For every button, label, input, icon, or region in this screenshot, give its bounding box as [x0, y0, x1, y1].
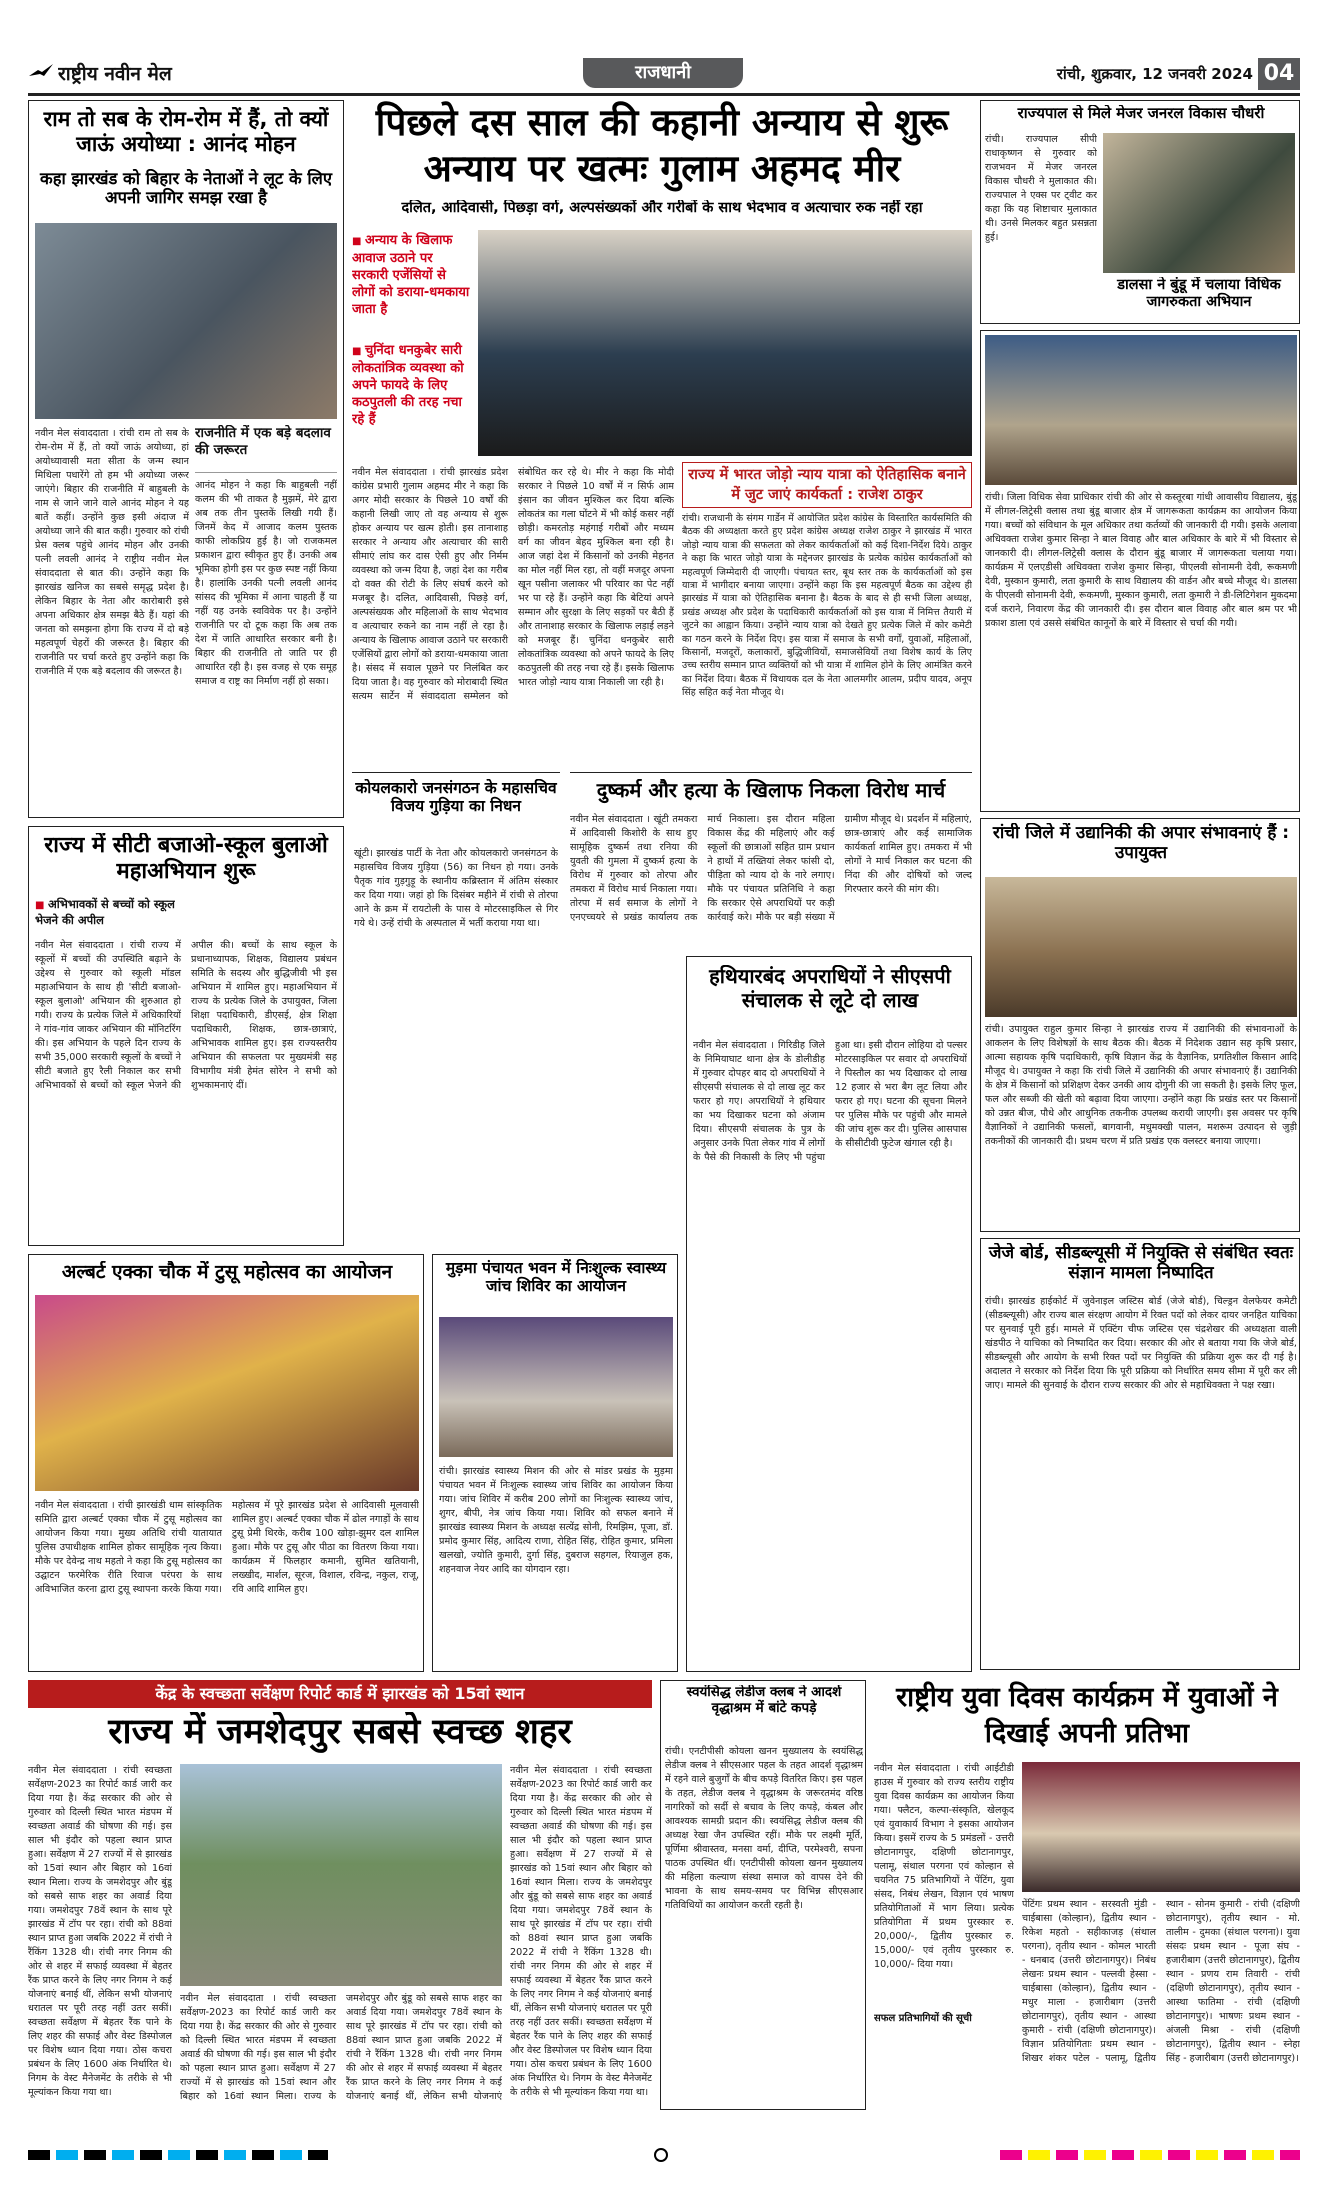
bullet-one: ■ अन्याय के खिलाफ आवाज उठाने पर सरकारी एजेंसियों से लोगों को डराया-धमकाया जाता है	[352, 232, 472, 338]
register-mark-icon	[654, 2148, 668, 2162]
story-body: खूंटी। झारखंड पार्टी के नेता और कोयलकारो जनसंगठन के महासचिव विजय गुड़िया (56) का निधन हो गया। उनके पैतृक गांव गुड़गुड़ू के स्थानीय कब्रिस्तान में अंतिम संस्कार कर दिया गया। जहां हो कि दिसंबर महीने में रांची से तोरपा आने के क्रम में रायटोली के पास वे मोटरसाइकिल से गिर गये थे। उन्हें रांची के अस्पताल में भर्ती कराया गया था।	[354, 848, 558, 929]
story-yuva-diwas	[874, 1680, 1300, 2110]
subhead: कहा झारखंड को बिहार के नेताओं ने लूट के लिए अपनी जागिर समझ रखा है	[40, 169, 332, 208]
paper-name: राष्ट्रीय नवीन मेल	[58, 63, 172, 85]
main-deck: दलित, आदिवासी, पिछड़ा वर्ग, अल्पसंख्यकों और गरीबों के साथ भेदभाव व अत्याचार रुक नहीं रहा	[401, 200, 923, 216]
headline: अल्बर्ट एक्का चौक में टुसू महोत्सव का आयोजन	[61, 1261, 393, 1283]
photo-jamshedpur-aerial	[180, 1764, 502, 1986]
story-anand-mohan	[28, 100, 344, 818]
story-body: नवीन मेल संवाददाता । गिरिडीह जिले के निमियाघाट थाना क्षेत्र के डोलीडीह में गुरुवार दोपहर बाद दो अपराधियों ने सीएसपी संचालक से दो लाख लूट कर फरार हो गए। अपराधियों ने हथियार का भय दिखाकर घटना को अंजाम दिया। सीएसपी संचालक के पुत्र के अनुसार उनके पिता लेकर गांव में लोगों के पैसे की निकासी के लिए भी पहुंचा हुआ था। इसी दौरान लोहिया दो पल्सर मोटरसाइकिल पर सवार दो अपराधियों ने पिस्तौल का भय दिखाकर दो लाख 12 हजार से भरा बैग लूट लिया और फरार हो गए। घटना की सूचना मिलने पर पुलिस मौके पर पहुंची और मामले की जांच शुरू कर दी। पुलिस आसपास के सीसीटीवी फुटेज खंगाल रही है।	[693, 1040, 967, 1163]
footer-swatch	[1000, 2150, 1300, 2160]
photo-tusu-festival	[35, 1295, 419, 1491]
story-jj-board	[980, 1238, 1300, 1670]
story-body: रांची। जिला विधिक सेवा प्राधिकार रांची की ओर से कस्तूरबा गांधी आवासीय विद्यालय, बुंडू में लीगल-लिट्रेसी क्लास तथा बुंडू बाजार क्षेत्र में जागरूकता कार्यक्रम का आयोजन किया गया। बच्चों को संविधान के मूल अधिकार तथा कर्तव्यों की जानकारी दी गयी। इसके अलावा अधिवक्ता राजेश कुमार सिन्हा ने बाल विवाह और बाल अधिकार के बारे में भी विस्तार से जानकारी दी। लीगल-लिट्रेसी क्लास के दौरान बुंडू बाजार में जागरूकता चलाया गया। कार्यक्रम में एलएडीसी अधिवक्ता राजेश कुमार सिन्हा, पीएलवी सोनामनी देवी, रूकमणी देवी, मुस्कान कुमारी, लता कुमारी के साथ विद्यालय की वार्डन और बच्चे मौजूद थे। डालसा के पीएलवी सोनामनी देवी, रूकमणी, मुस्कान कुमारी, लता कुमारी ने डी-लिटिगेशन मुकदमा दर्ज कराने, निवारण केंद्र की जानकारी दी। इस दौरान बाल विवाह और बाल श्रम पर भी प्रकाश डाला एवं उससे संबंधित कानूनों के बारे में विस्तार से चर्चा की गयी।	[985, 492, 1297, 629]
story-ladies-club	[660, 1680, 866, 2110]
story-body-right: नवीन मेल संवाददाता । रांची स्वच्छता सर्वेक्षण-2023 का रिपोर्ट कार्ड जारी कर दिया गया है। केंद्र सरकार की ओर से गुरुवार को दिल्ली स्थित भारत मंडपम में स्वच्छता अवार्ड की घोषणा की गई। इस साल भी इंदौर को पहला स्थान प्राप्त हुआ। सर्वेक्षण में 27 राज्यों में से झारखंड को 15वां स्थान और बिहार को 16वां स्थान मिला। राज्य के जमशेदपुर और बुंडू को सबसे साफ शहर का अवार्ड दिया गया। जमशेदपुर 78वें स्थान के साथ पूरे झारखंड में टॉप पर रहा। रांची को 88वां स्थान प्राप्त हुआ जबकि 2022 में रांची ने रैंकिंग 1328 थी। रांची नगर निगम की ओर से शहर में सफाई व्यवस्था में बेहतर रैंक प्राप्त करने के लिए नगर निगम ने कई योजनाएं बनाई थीं, लेकिन सभी योजनाएं धरातल पर पूरी तरह नहीं उतर सकीं। स्वच्छता सर्वेक्षण में बेहतर रैंक पाने के लिए शहर की सफाई और वेस्ट डिस्पोजल पर विशेष ध्यान दिया गया। ठोस कचरा प्रबंधन के लिए 1600 अंक निर्धारित थे। निगम के वेस्ट मैनेजमेंट के तरीके से भी मूल्यांकन किया गया था।	[510, 1765, 652, 2098]
pull-quote: राजनीति में एक बड़े बदलाव की जरूरत	[195, 425, 337, 473]
story-body: नवीन मेल संवाददाता । रांची झारखंडी धाम सांस्कृतिक समिति द्वारा अल्बर्ट एक्का चौक में टुसू महोत्सव का आयोजन किया गया। मुख्य अतिथि रांची यातायात पुलिस उपाधीक्षक शामिल होकर सामूहिक नृत्य किया। मौके पर देवेन्द्र नाथ महतो ने कहा कि टुसू महोत्सव का उद्घाटन फरमेरिक रीति रिवाज परंपरा के साथ अविभाजित करना द्वारा टुसू स्थापना करके किया गया। महोत्सव में पूरे झारखंड प्रदेश से आदिवासी मूलवासी शामिल हुए। अल्बर्ट एक्का चौक में ढोल नगाड़ों के साथ टुसू प्रेमी थिरके, करीब 100 खोड़ा-झुमर दल शामिल हुआ। मौके पर टुसू और पीठा का वितरण किया गया। कार्यक्रम में फिलहार कमानी, सुमित खतियानी, लख्खीद, मार्शल, सूरज, विशाल, रविन्द्र, नकुल, राजू, रवि आदि शामिल हुए।	[35, 1500, 419, 1595]
headline: रांची जिले में उद्यानिकी की अपार संभावनाएं हैं : उपायुक्त	[992, 823, 1290, 864]
section-tab: राजधानी	[583, 58, 743, 88]
headline: राज्य में जमशेदपुर सबसे स्वच्छ शहर	[108, 1712, 572, 1752]
story-body: रांची। उपायुक्त राहुल कुमार सिन्हा ने झारखंड राज्य में उद्यानिकी की संभावनाओं के आकलन के लिए विशेषज्ञों के साथ बैठक की। बैठक में निदेशक उद्यान सह कृषि प्रसार, आत्मा सहायक कृषि पदाधिकारी, कृषि विज्ञान केंद्र के वैज्ञानिक, प्रगतिशील किसान आदि मौजूद थे। उपायुक्त ने कहा कि रांची जिले में उद्यानिकी की अपार संभावनाएं हैं। उद्यानिकी के क्षेत्र में किसानों को प्रशिक्षण देकर उनकी आय दोगुनी की जा सकती है। इसके लिए फूल, फल और सब्जी की खेती को बढ़ावा दिया जाएगा। उन्होंने कहा कि प्रखंड स्तर पर किसानों को उन्नत बीज, पौधे और आधुनिक तकनीक उपलब्ध करायी जाएगी। इस अवसर पर कृषि वैज्ञानिकों ने उद्यानिकी फसलों, बागवानी, मधुमक्खी पालन, मशरूम उत्पादन से जुड़ी तकनीकों की जानकारी दी। प्रथम चरण में प्रति प्रखंड एक क्लस्टर बनाया जाएगा।	[985, 1024, 1297, 1147]
footer-color-bar	[28, 2148, 1300, 2162]
headline: स्वयंसिद्ध लेडीज क्लब ने आदर्श वृद्धाश्रम में बांटे कपड़े	[686, 1685, 842, 1716]
subhead: ■ अभिभावकों से बच्चों को स्कूल भेजने की अपील	[35, 897, 175, 935]
winners-list: पेंटिंगः प्रथम स्थान - सरस्वती मुंडी - चाईबासा (कोल्हान), द्वितीय स्थान - रिकेश महतो - सहीकाजड़ (संथाल परगना), तृतीय स्थान - कोमल भारती - धनबाद (उत्तरी छोटानागपुर)। निबंध लेखनः प्रथम स्थान - पल्लवी हेस्सा - चाईबासा (कोल्हान), द्वितीय स्थान - मधुर माला - हजारीबाग (उत्तरी छोटानागपुर), तृतीय स्थान - आस्था कुमारी - रांची (दक्षिणी छोटानागपुर)। विज्ञान प्रतियोगिताः प्रथम स्थान - शिखर शंकर पटेल - पलामू, द्वितीय स्थान - सोनम कुमारी - रांची (दक्षिणी छोटानागपुर), तृतीय स्थान - मो. तालीम - दुमका (संथाल परगना)। युवा संसदः प्रथम स्थान - पूजा संघ - हजारीबाग (उत्तरी छोटानागपुर), द्वितीय स्थान - प्रणय राम तिवारी - रांची (दक्षिणी छोटानागपुर), तृतीय स्थान - आस्था फातिमा - रांची (दक्षिणी छोटानागपुर)। भाषणः प्रथम स्थान - अंजली मिश्रा - रांची (दक्षिणी छोटानागपुर), द्वितीय स्थान - स्नेहा सिंह - हजारीबाग (उत्तरी छोटानागपुर)।	[1022, 1899, 1300, 2064]
story-body: रांची। झारखंड हाईकोर्ट में जुवेनाइल जस्टिस बोर्ड (जेजे बोर्ड), चिल्ड्रन वेलफेयर कमेटी (सीडब्ल्यूसी) और राज्य बाल संरक्षण आयोग में रिक्त पदों को लेकर दायर जनहित याचिका पर सुनवाई पूरी हुई। मामले में एक्टिंग चीफ जस्टिस एस चंद्रशेखर की अध्यक्षता वाली खंडपीठ ने याचिका को निष्पादित कर दिया। सरकार की ओर से बताया गया कि जेजे बोर्ड, सीडब्ल्यूसी और आयोग के सभी रिक्त पदों पर नियुक्ति की प्रक्रिया शुरू कर दी गई है। अदालत ने सरकार को निर्देश दिया कि पूरी प्रक्रिया को निर्धारित समय सीमा में पूरी कर ली जाए। मामले की सुनवाई के दौरान राज्य सरकार की ओर से महाधिवक्ता ने पक्ष रखा।	[985, 1296, 1297, 1391]
story-side: आनंद मोहन ने कहा कि बाहुबली नहीं कलम की भी ताकत है मुझमें, मेरे द्वारा अब तक तीन पुस्तकें लिखी गयी हैं। जिनमें केद में आजाद कलम पुस्तक काफी लोकप्रिय हुई है। जो राजकमल प्रकाशन द्वारा स्वीकृत हुए हैं। उनकी अब भूमिका होगी इस पर कुछ स्पष्ट नहीं किया है। हालांकि उनकी पत्नी लवली आनंद सांसद की भूमिका में आना चाहती हैं या नहीं यह उनके स्वविवेक पर है। उन्होंने राजनीति पर दो टूक कहा कि अब तक देश में जाति आधारित सरकार बनी है। बिहार की राजनीति तो जाति पर ही आधारित रही है। इस वजह से एक समूह समाज व राष्ट्र का निर्माण नहीं हो सका।	[195, 480, 337, 687]
main-body: नवीन मेल संवाददाता । रांची झारखंड प्रदेश कांग्रेस प्रभारी गुलाम अहमद मीर ने कहा कि अगर मोदी सरकार के पिछले 10 वर्षों की कहानी लिखी जाए तो वह अन्याय से शुरू होकर अन्याय पर खत्म होती। इस तानाशाह सरकार ने अन्याय और अत्याचार की सारी सीमाएं लांघ कर दास ऐसी हुए और निर्मम व्यवस्था को जन्म दिया है, जहां देश का गरीब दो वक्त की रोटी के लिए संघर्ष करने को मजबूर है। दलित, आदिवासी, पिछड़े वर्ग, अल्पसंख्यक और महिलाओं के साथ भेदभाव व अत्याचार रुकने का नाम नहीं ले रहा है। अन्याय के खिलाफ आवाज उठाने पर सरकारी एजेंसियों द्वारा लोगों को डराया-धमकाया जाता है। संसद में सवाल पूछने पर निलंबित कर दिया जाता है। वह गुरुवार को मोराबादी स्थित सत्यम सार्टेन में संवाददाता सम्मेलन को संबोधित कर रहे थे। मीर ने कहा कि मोदी सरकार ने पिछले 10 वर्षों में न सिर्फ आम इंसान का जीवन मुश्किल कर दिया बल्कि लोकतंत्र का गला घोंटने में भी कोई कसर नहीं छोड़ी। कमरतोड़ महंगाई गरीबों और मध्यम वर्ग का जीवन बेहद मुश्किल बना रही है। आज जहां देश में किसानों को उनकी मेहनत का मोल नहीं मिल रहा, तो वहीं मजदूर अपना खून पसीना जलाकर भी परिवार का पेट नहीं भर पा रहे हैं। उन्होंने कहा कि बेटियां अपने सम्मान और सुरक्षा के लिए सड़कों पर बैठी हैं और तानाशाह सरकार के खिलाफ लड़ाई लड़ने को मजबूर हैं। चुनिंदा धनकुबेर सारी लोकतांत्रिक व्यवस्था को अपने फायदे के लिए कठपुतली की तरह नचा रहे हैं। इसके खिलाफ भारत जोड़ो न्याय यात्रा निकाली जा रही है।	[352, 467, 674, 702]
masthead-bar	[28, 58, 1300, 92]
photo-dc-meeting	[985, 877, 1297, 1017]
headline: राज्यपाल से मिले मेजर जनरल विकास चौधरी	[1017, 105, 1265, 122]
photo-governor-meeting	[1103, 133, 1295, 273]
story-protest-march	[570, 772, 972, 948]
photo-anand-mohan	[35, 223, 337, 419]
headline: कोयलकारो जनसंगठन के महासचिव विजय गुड़िया का निधन	[355, 779, 557, 816]
story-jamshedpur	[28, 1710, 652, 2110]
headline: राज्य में सीटी बजाओ-स्कूल बुलाओ महाअभियान शुरू	[44, 833, 328, 884]
photo-dalsa-camp	[985, 335, 1297, 485]
headline: जेजे बोर्ड, सीडब्ल्यूसी में नियुक्ति से संबंधित स्वतः संज्ञान मामला निष्पादित	[988, 1243, 1294, 1284]
photo-health-camp	[439, 1317, 673, 1457]
story-csp-robbery	[686, 956, 972, 1672]
story-body: नवीन मेल संवाददाता । रांची आईटीडी हाउस में गुरुवार को राज्य स्तरीय राष्ट्रीय युवा दिवस कार्यक्रम का आयोजन किया गया। फ्लैटन, कल्पा-संस्कृति, खेलकूद एवं युवाकार्य विभाग ने इसका आयोजन किया। इसमें राज्य के 5 प्रमंडलों - उत्तरी छोटानागपुर, दक्षिणी छोटानागपुर, पलामू, संथाल परगना एवं कोल्हान से चयनित 75 प्रतिभागियों ने पेंटिंग, युवा संसद, निबंध लेखन, विज्ञान एवं भाषण प्रतियोगिताओं में भाग लिया। प्रत्येक प्रतियोगिता में प्रथम पुरस्कार रु. 20,000/-, द्वितीय पुरस्कार रु. 15,000/- एवं तृतीय पुरस्कार रु. 10,000/- दिया गया।	[874, 1763, 1014, 1970]
yatra-body: रांची। राजधानी के संगम गार्डेन में आयोजित प्रदेश कांग्रेस के विस्तारित कार्यसमिति की बैठक की अध्यक्षता करते हुए प्रदेश कांग्रेस अध्यक्ष राजेश ठाकुर ने झारखंड में भारत जोड़ो न्याय यात्रा की सफलता को लेकर कार्यकर्ताओं को कई दिशा-निर्देश दिये। ठाकुर ने कहा कि भारत जोड़ो यात्रा के मद्देनजर झारखंड के प्रत्येक कांग्रेस कार्यकर्ताओं को महत्वपूर्ण जिम्मेदारी दी जाएगी। पंचायत स्तर, बूथ स्तर तक के कार्यकर्ताओं को इस यात्रा में भागीदार बनाया जाएगा। उन्होंने कहा कि इस महत्वपूर्ण बैठक का उद्देश्य ही झारखंड में यात्रा को ऐतिहासिक बनाना है। बैठक के बाद से ही सभी जिला अध्यक्ष, प्रखंड अध्यक्ष और प्रदेश के पदाधिकारी कार्यकर्ताओं को इस यात्रा में निमित्त तैयारी में जुटने का आह्वान किया। उन्होंने न्याय यात्रा को देखते हुए प्रत्येक जिले में कोर कमेटी का गठन करने के निर्देश दिए। इस यात्रा में समाज के सभी वर्गों, युवाओं, महिलाओं, किसानों, मजदूरों, कलाकारों, बुद्धिजीवियों, समाजसेवियों तथा विशेष कार्य के लिए उच्च स्तरीय सम्मान प्राप्त व्यक्तियों को भी यात्रा में शामिल होने के लिए आमंत्रित करने का निर्देश दिया। बैठक में विधायक दल के नेता आलमगीर आलम, प्रदीप यादव, अनूप सिंह सहित कई नेता मौजूद थे।	[682, 513, 972, 699]
story-body-bottom: नवीन मेल संवाददाता । रांची स्वच्छता सर्वेक्षण-2023 का रिपोर्ट कार्ड जारी कर दिया गया है। केंद्र सरकार की ओर से गुरुवार को दिल्ली स्थित भारत मंडपम में स्वच्छता अवार्ड की घोषणा की गई। इस साल भी इंदौर को पहला स्थान प्राप्त हुआ। सर्वेक्षण में 27 राज्यों में से झारखंड को 15वां स्थान और बिहार को 16वां स्थान मिला। राज्य के जमशेदपुर और बुंडू को सबसे साफ शहर का अवार्ड दिया गया। जमशेदपुर 78वें स्थान के साथ पूरे झारखंड में टॉप पर रहा। रांची को 88वां स्थान प्राप्त हुआ जबकि 2022 में रांची ने रैंकिंग 1328 थी। रांची नगर निगम की ओर से शहर में सफाई व्यवस्था में बेहतर रैंक प्राप्त करने के लिए नगर निगम ने कई योजनाएं बनाई थीं, लेकिन सभी योजनाएं	[180, 1993, 502, 2102]
headline: राम तो सब के रोम-रोम में हैं, तो क्यों जाऊं अयोध्या : आनंद मोहन	[43, 107, 329, 156]
footer-swatch	[28, 2150, 328, 2160]
story-body: रांची। राज्यपाल सीपी राधाकृष्णन से गुरुवार को राजभवन में मेजर जनरल विकास चौधरी ने मुलाकात की। राज्यपाल ने एक्स पर ट्वीट कर कहा कि यह शिष्टाचार मुलाकात थी। उनसे मिलकर बहुत प्रसन्नता हुई।	[985, 134, 1097, 243]
story-body: नवीन मेल संवाददाता । खूंटी तमकरा में आदिवासी किशोरी के साथ हुए सामूहिक दुष्कर्म तथा रनिया की युवती की गुमला में दुष्कर्म हत्या के विरोध में गुरुवार को तोरपा और तमकरा में विरोध मार्च निकाला गया। तोरपा में सर्व समाज के लोगों ने एनएच्चयरे से प्रखंड कार्यालय तक मार्च निकाला। इस दौरान महिला विकास केंद्र की महिलाएं और कई स्कूलों की छात्राओं सहित ग्राम प्रधान ने हाथों में तख्तियां लेकर फांसी दो, पीड़िता को न्याय दो के नारे लगाए। मौके पर पंचायत प्रतिनिधि ने कहा कि सरकार ऐसे अपराधियों पर कड़ी कार्रवाई करे। मौके पर बड़ी संख्या में ग्रामीण मौजूद थे। प्रदर्शन में महिलाएं, छात्र-छात्राएं और कई सामाजिक कार्यकर्ता शामिल हुए। तमकरा में भी लोगों ने मार्च निकाल कर घटना की निंदा की और दोषियों को जल्द गिरफ्तार करने की मांग की।	[570, 814, 972, 923]
dalsa-headline: डालसा ने बुंडू में चलाया विधिक जागरुकता अभियान	[1117, 277, 1281, 311]
story-body: नवीन मेल संवाददाता । रांची राज्य में स्कूलों में बच्चों की उपस्थिति बढ़ाने के उद्देश्य से गुरुवार को स्कूली मॉडल महाअभियान के साथ ही 'सीटी बजाओ-स्कूल बुलाओ' अभियान की शुरुआत हो गयी। राज्य के प्रत्येक जिले में अधिकारियों ने गांव-गांव जाकर अभियान की मॉनिटरिंग की। इस अभियान के पहले दिन राज्य के सभी 35,000 सरकारी स्कूलों के बच्चों ने सीटी बजाते हुए रैली निकाल कर सभी अभिभावकों से बच्चों को स्कूल भेजने की अपील की। बच्चों के साथ स्कूल के प्रधानाध्यापक, शिक्षक, विद्यालय प्रबंधन समिति के सदस्य और बुद्धिजीवी भी इस अभियान में शामिल हुए। महाअभियान में राज्य के प्रत्येक जिले के उपायुक्त, जिला शिक्षा पदाधिकारी, डीएसई, क्षेत्र शिक्षा पदाधिकारी, शिक्षक, छात्र-छात्राएं, अभिभावक शामिल हुए। इस राज्यस्तरीय अभियान की सफलता पर मुख्यमंत्री सह विभागीय मंत्री हेमंत सोरेन ने सभी को शुभकामनाएं दीं।	[35, 940, 337, 1091]
photo-press-conference	[478, 230, 972, 456]
bullet-two: ■ चुनिंदा धनकुबेर सारी लोकतांत्रिक व्यवस्था को अपने फायदे के लिए कठपुतली की तरह नचा रहे हैं	[352, 342, 472, 460]
story-body: नवीन मेल संवाददाता । रांची राम तो सब के रोम-रोम में हैं, तो क्यों जाऊं अयोध्या, हां अयोध्यावासी मता सीता के जन्म स्थान मिथिला पधारेंगे तो हम भी अयोध्या जरूर जाएंगे। बिहार की राजनीति में बाहुबली के नाम से जाने जाने वाले आनंद मोहन ने यह बातें कहीं। उन्होंने कुछ इसी अंदाज में अयोध्या जाने की बात कही। गुरुवार को रांची प्रेस क्लब पहुंचे आनंद मोहन और उनकी पत्नी लवली आनंद ने राष्ट्रीय नवीन मेल संवाददाता से बात की। उन्होंने कहा कि झारखंड खनिज का सबसे समृद्ध प्रदेश है। लेकिन बिहार के नेता और कारोबारी इसे अपना अधिकार क्षेत्र समझ बैठे हैं। यहां की जनता को समझना होगा कि राज्य में दो बड़े महत्वपूर्ण चेहरों की जरूरत है। बिहार की राजनीति पर चर्चा करते हुए उन्होंने कहा कि राजनीति में एक बड़े बदलाव की जरूरत है।	[35, 428, 189, 677]
bird-logo-icon	[28, 62, 54, 86]
headline: हथियारबंद अपराधियों ने सीएसपी संचालक से लूटे दो लाख	[709, 965, 951, 1012]
story-body-left: नवीन मेल संवाददाता । रांची स्वच्छता सर्वेक्षण-2023 का रिपोर्ट कार्ड जारी कर दिया गया है। केंद्र सरकार की ओर से गुरुवार को दिल्ली स्थित भारत मंडपम में स्वच्छता अवार्ड की घोषणा की गई। इस साल भी इंदौर को पहला स्थान प्राप्त हुआ। सर्वेक्षण में 27 राज्यों में से झारखंड को 15वां स्थान और बिहार को 16वां स्थान मिला। राज्य के जमशेदपुर और बुंडू को सबसे साफ शहर का अवार्ड दिया गया। जमशेदपुर 78वें स्थान के साथ पूरे झारखंड में टॉप पर रहा। रांची को 88वां स्थान प्राप्त हुआ जबकि 2022 में रांची ने रैंकिंग 1328 थी। रांची नगर निगम की ओर से शहर में सफाई व्यवस्था में बेहतर रैंक प्राप्त करने के लिए नगर निगम ने कई योजनाएं बनाई थीं, लेकिन सभी योजनाएं धरातल पर पूरी तरह नहीं उतर सकीं। स्वच्छता सर्वेक्षण में बेहतर रैंक पाने के लिए शहर की सफाई और वेस्ट डिस्पोजल पर विशेष ध्यान दिया गया। ठोस कचरा प्रबंधन के लिए 1600 अंक निर्धारित थे। निगम के वेस्ट मैनेजमेंट के तरीके से भी मूल्यांकन किया गया था।	[28, 1765, 172, 2098]
story-koylkaro	[352, 772, 560, 948]
header-rule	[28, 93, 1300, 96]
story-body: रांची। एनटीपीसी कोयला खनन मुख्यालय के स्वयंसिद्ध लेडीज क्लब ने सीएसआर पहल के तहत आदर्श वृद्धाश्रम में रहने वाले बुजुर्गों के बीच कपड़े वितरित किए। इस पहल के तहत, लेडीज क्लब ने वृद्धाश्रम के जरूरतमंद वरिष्ठ नागरिकों को सर्दी से बचाव के लिए कपड़े, कंबल और आवश्यक सामग्री प्रदान की। स्वयंसिद्ध लेडीज क्लब की अध्यक्ष रेखा जैन उपस्थित रहीं। मौके पर लक्ष्मी मूर्ति, पूर्णिमा श्रीवास्तव, मनसा वर्मा, दीप्ति, परमेश्वरी, सपना पाठक उपस्थित थीं। एनटीपीसी कोयला खनन मुख्यालय की महिला कल्याण संस्था समाज को वापस देने की भावना के साथ समय-समय पर विभिन्न सीएसआर गतिविधियों का आयोजन करती रहती है।	[665, 1746, 863, 1911]
headline: मुड़मा पंचायत भवन में निःशुल्क स्वास्थ्य जांच शिविर का आयोजन	[445, 1259, 667, 1296]
page-number: 04	[1258, 58, 1300, 90]
story-body: रांची। झारखंड स्वास्थ्य मिशन की ओर से मांडर प्रखंड के मुड़मा पंचायत भवन में निःशुल्क स्वास्थ्य जांच शिविर का आयोजन किया गया। जांच शिविर में करीब 200 लोगों का निःशुल्क स्वास्थ्य जांच, शुगर, बीपी, नेत्र जांच किया गया। शिविर को सफल बनाने में झारखंड स्वास्थ्य मिशन के अध्यक्ष सत्येंद्र सोनी, रिमझिम, पूजा, डॉ. प्रमोद कुमार सिंह, आदित्य राणा, रोहित सिंह, रोहित कुमार, प्रमिला खलखो, ज्योति कुमारी, दुर्गा सिंह, दुबराज सहगल, रियाजुल हक, शहनवाज नेयर आदि का योगदान रहा।	[439, 1466, 673, 1575]
dateline: रांची, शुक्रवार, 12 जनवरी 2024	[1056, 65, 1253, 83]
story-tusu	[28, 1254, 424, 1672]
story-dalsa	[980, 330, 1300, 812]
story-health-camp	[432, 1254, 678, 1672]
main-headline: पिछले दस साल की कहानी अन्याय से शुरू अन्याय पर खत्मः गुलाम अहमद मीर	[375, 101, 949, 190]
winners-title: सफल प्रतिभागियों की सूची	[874, 2013, 972, 2024]
story-vikas-chaudhary	[980, 100, 1300, 324]
yatra-headline: राज्य में भारत जोड़ो न्याय यात्रा को ऐतिहासिक बनाने में जुट जाएं कार्यकर्ता : राजेश ठाकुर	[682, 462, 972, 508]
photo-youth-event	[1022, 1762, 1300, 1892]
story-udyanikee	[980, 818, 1300, 1232]
swachhta-band: केंद्र के स्वच्छता सर्वेक्षण रिपोर्ट कार्ड में झारखंड को 15वां स्थान	[28, 1680, 652, 1708]
headline: दुष्कर्म और हत्या के खिलाफ निकला विरोध मार्च	[596, 779, 946, 802]
headline: राष्ट्रीय युवा दिवस कार्यक्रम में युवाओं ने दिखाई अपनी प्रतिभा	[896, 1682, 1278, 1749]
story-seeti-bajao	[28, 826, 344, 1246]
